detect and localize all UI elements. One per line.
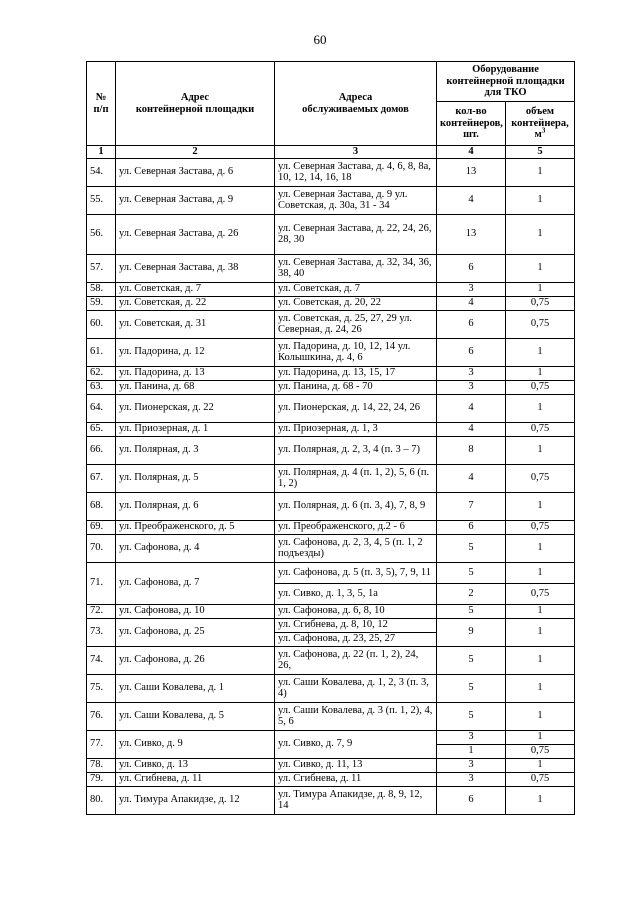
container-count: 3 [437,772,506,786]
container-count: 6 [437,310,506,338]
table-row [87,186,575,214]
table-row [87,366,575,380]
served-houses: ул. Северная Застава, д. 9 ул. Советская, д. 30а, 31 - 34 [275,186,437,214]
site-address: ул. Падорина, д. 12 [116,338,275,366]
served-houses: ул. Панина, д. 68 - 70 [275,380,437,394]
served-houses: ул. Полярная, д. 6 (п. 3, 4), 7, 8, 9 [275,492,437,520]
column-number: 2 [116,146,275,159]
row-number: 79. [87,772,116,786]
served-houses: ул. Полярная, д. 2, 3, 4 (п. 3 – 7) [275,436,437,464]
served-houses: ул. Сафонова, д. 23, 25, 27 [275,632,437,646]
row-number: 78. [87,758,116,772]
volume-unit: м [534,129,542,141]
column-numbers-row [87,146,575,159]
row-number: 73. [87,618,116,646]
site-address: ул. Северная Застава, д. 38 [116,254,275,282]
container-count: 7 [437,492,506,520]
site-address: ул. Сафонова, д. 10 [116,604,275,618]
container-volume: 1 [506,158,575,186]
row-number: 55. [87,186,116,214]
container-count: 3 [437,758,506,772]
table-row [87,758,575,772]
table-row [87,492,575,520]
container-count: 5 [437,674,506,702]
container-volume: 1 [506,674,575,702]
row-number: 57. [87,254,116,282]
row-number: 69. [87,520,116,534]
site-address: ул. Панина, д. 68 [116,380,275,394]
served-houses: ул. Советская, д. 20, 22 [275,296,437,310]
site-address: ул. Падорина, д. 13 [116,366,275,380]
container-count: 4 [437,186,506,214]
table-row [87,282,575,296]
container-count: 1 [437,744,506,758]
header-volume-unit [509,126,571,141]
container-volume: 1 [506,214,575,254]
container-volume: 1 [506,534,575,562]
served-houses: ул. Саши Ковалева, д. 3 (п. 1, 2), 4, 5, 6 [275,702,437,730]
row-number: 63. [87,380,116,394]
header-equipment-line2: контейнерной площадки [446,75,565,87]
container-count: 5 [437,646,506,674]
site-address: ул. Полярная, д. 6 [116,492,275,520]
site-address: ул. Сафонова, д. 25 [116,618,275,646]
row-number: 71. [87,562,116,604]
container-count: 5 [437,604,506,618]
container-volume: 1 [506,254,575,282]
site-address: ул. Пионерская, д. 22 [116,394,275,422]
table-row [87,534,575,562]
row-number: 59. [87,296,116,310]
header-num-line2: п/п [93,103,109,115]
container-volume: 0,75 [506,310,575,338]
table-body [87,158,575,814]
site-address: ул. Саши Ковалева, д. 5 [116,702,275,730]
container-count: 4 [437,394,506,422]
table-row [87,646,575,674]
container-count: 5 [437,702,506,730]
header-address [116,62,275,146]
served-houses: ул. Приозерная, д. 1, 3 [275,422,437,436]
site-address: ул. Сгибнева, д. 11 [116,772,275,786]
container-count: 4 [437,296,506,310]
site-address: ул. Тимура Апакидзе, д. 12 [116,786,275,814]
header-count-line1: кол-во [455,106,487,118]
container-count: 5 [437,562,506,583]
header-address-line1: Адрес [180,92,210,103]
container-count: 6 [437,254,506,282]
column-number: 4 [437,146,506,159]
table-row [87,296,575,310]
table-row [87,338,575,366]
container-volume: 0,75 [506,296,575,310]
served-houses: ул. Тимура Апакидзе, д. 8, 9, 12, 14 [275,786,437,814]
container-volume: 1 [506,646,575,674]
container-volume: 1 [506,758,575,772]
header-num [87,62,116,146]
header-served-line1: Адреса [338,92,373,103]
served-houses: ул. Преображенского, д.2 - 6 [275,520,437,534]
table-row [87,604,575,618]
table-row [87,772,575,786]
served-houses: ул. Пионерская, д. 14, 22, 24, 26 [275,394,437,422]
container-count: 6 [437,786,506,814]
row-number: 74. [87,646,116,674]
row-number: 68. [87,492,116,520]
header-served-line2: обслуживаемых домов [302,103,409,115]
table-row [87,520,575,534]
column-number: 5 [506,146,575,159]
container-volume: 1 [506,394,575,422]
container-count: 4 [437,422,506,436]
container-volume: 0,75 [506,520,575,534]
container-count: 8 [437,436,506,464]
table-row [87,618,575,632]
container-count: 3 [437,730,506,744]
container-sites-table [86,61,575,815]
site-address: ул. Полярная, д. 3 [116,436,275,464]
site-address: ул. Приозерная, д. 1 [116,422,275,436]
row-number: 54. [87,158,116,186]
container-count: 6 [437,338,506,366]
row-number: 58. [87,282,116,296]
table-row [87,310,575,338]
header-address-line2: контейнерной площадки [135,103,255,115]
served-houses: ул. Северная Застава, д. 22, 24, 26, 28, 30 [275,214,437,254]
served-houses: ул. Советская, д. 7 [275,282,437,296]
container-count: 3 [437,380,506,394]
served-houses: ул. Северная Застава, д. 4, 6, 8, 8а, 10, 12, 14, 16, 18 [275,158,437,186]
table-row [87,702,575,730]
column-number: 3 [275,146,437,159]
row-number: 65. [87,422,116,436]
table-row [87,786,575,814]
header-volume-line1: объем [525,106,555,118]
header-count [437,102,506,146]
container-volume: 1 [506,618,575,646]
container-count: 2 [437,583,506,604]
row-number: 77. [87,730,116,758]
table-row [87,158,575,186]
site-address: ул. Советская, д. 22 [116,296,275,310]
table-row [87,254,575,282]
site-address: ул. Северная Застава, д. 6 [116,158,275,186]
container-volume: 1 [506,186,575,214]
served-houses: ул. Сивко, д. 7, 9 [275,730,437,758]
container-volume: 1 [506,436,575,464]
table-row [87,464,575,492]
row-number: 66. [87,436,116,464]
container-volume: 1 [506,702,575,730]
served-houses: ул. Сивко, д. 11, 13 [275,758,437,772]
container-volume: 1 [506,492,575,520]
column-number: 1 [87,146,116,159]
served-houses: ул. Сафонова, д. 5 (п. 3, 5), 7, 9, 11 [275,562,437,583]
container-volume: 0,75 [506,772,575,786]
site-address: ул. Полярная, д. 5 [116,464,275,492]
container-count: 9 [437,618,506,646]
header-volume [506,102,575,146]
site-address: ул. Сивко, д. 13 [116,758,275,772]
container-count: 5 [437,534,506,562]
table-row [87,730,575,744]
container-volume: 1 [506,338,575,366]
table-row [87,436,575,464]
served-houses: ул. Падорина, д. 10, 12, 14 ул. Колышкина, д. 4, 6 [275,338,437,366]
row-number: 70. [87,534,116,562]
container-volume: 0,75 [506,464,575,492]
site-address: ул. Сивко, д. 9 [116,730,275,758]
served-houses: ул. Сгибнева, д. 8, 10, 12 [275,618,437,632]
container-volume: 1 [506,604,575,618]
table-row [87,674,575,702]
container-count: 3 [437,282,506,296]
container-volume: 0,75 [506,380,575,394]
row-number: 76. [87,702,116,730]
row-number: 56. [87,214,116,254]
row-number: 64. [87,394,116,422]
container-volume: 1 [506,282,575,296]
row-number: 61. [87,338,116,366]
container-count: 13 [437,214,506,254]
served-houses: ул. Сивко, д. 1, 3, 5, 1а [275,583,437,604]
site-address: ул. Саши Ковалева, д. 1 [116,674,275,702]
header-num-line1: № [95,92,107,103]
container-count: 4 [437,464,506,492]
row-number: 60. [87,310,116,338]
served-houses: ул. Сафонова, д. 6, 8, 10 [275,604,437,618]
header-volume-line2: контейнера, [511,117,569,129]
container-count: 13 [437,158,506,186]
table-row [87,422,575,436]
site-address: ул. Советская, д. 31 [116,310,275,338]
header-equipment-line3: для ТКО [484,87,527,99]
served-houses: ул. Саши Ковалева, д. 1, 2, 3 (п. 3, 4) [275,674,437,702]
served-houses: ул. Северная Застава, д. 32, 34, 36, 38, 40 [275,254,437,282]
row-number: 72. [87,604,116,618]
container-volume: 0,75 [506,422,575,436]
served-houses: ул. Советская, д. 25, 27, 29 ул. Северная, д. 24, 26 [275,310,437,338]
table-row [87,380,575,394]
table-row [87,562,575,583]
table-row [87,214,575,254]
container-volume: 1 [506,562,575,583]
row-number: 62. [87,366,116,380]
container-volume: 1 [506,730,575,744]
row-number: 80. [87,786,116,814]
served-houses: ул. Сафонова, д. 22 (п. 1, 2), 24, 26, [275,646,437,674]
table-row [87,394,575,422]
row-number: 75. [87,674,116,702]
site-address: ул. Северная Застава, д. 26 [116,214,275,254]
site-address: ул. Северная Застава, д. 9 [116,186,275,214]
container-count: 3 [437,366,506,380]
header-equipment-line1: Оборудование [472,64,539,76]
site-address: ул. Сафонова, д. 4 [116,534,275,562]
container-volume: 0,75 [506,583,575,604]
served-houses: ул. Падорина, д. 13, 15, 17 [275,366,437,380]
site-address: ул. Преображенского, д. 5 [116,520,275,534]
header-count-line2: контейнеров, [440,117,503,129]
volume-unit-exponent: 3 [541,126,546,135]
site-address: ул. Советская, д. 7 [116,282,275,296]
site-address: ул. Сафонова, д. 26 [116,646,275,674]
header-count-line3: шт. [463,129,479,141]
header-equipment [437,62,575,102]
container-volume: 0,75 [506,744,575,758]
container-volume: 1 [506,366,575,380]
container-count: 6 [437,520,506,534]
site-address: ул. Сафонова, д. 7 [116,562,275,604]
served-houses: ул. Полярная, д. 4 (п. 1, 2), 5, 6 (п. 1, 2) [275,464,437,492]
header-served [275,62,437,146]
row-number: 67. [87,464,116,492]
page-number: 60 [313,32,327,47]
table-header [87,62,575,159]
served-houses: ул. Сафонова, д. 2, 3, 4, 5 (п. 1, 2 подъезды) [275,534,437,562]
container-volume: 1 [506,786,575,814]
served-houses: ул. Сгибнева, д. 11 [275,772,437,786]
